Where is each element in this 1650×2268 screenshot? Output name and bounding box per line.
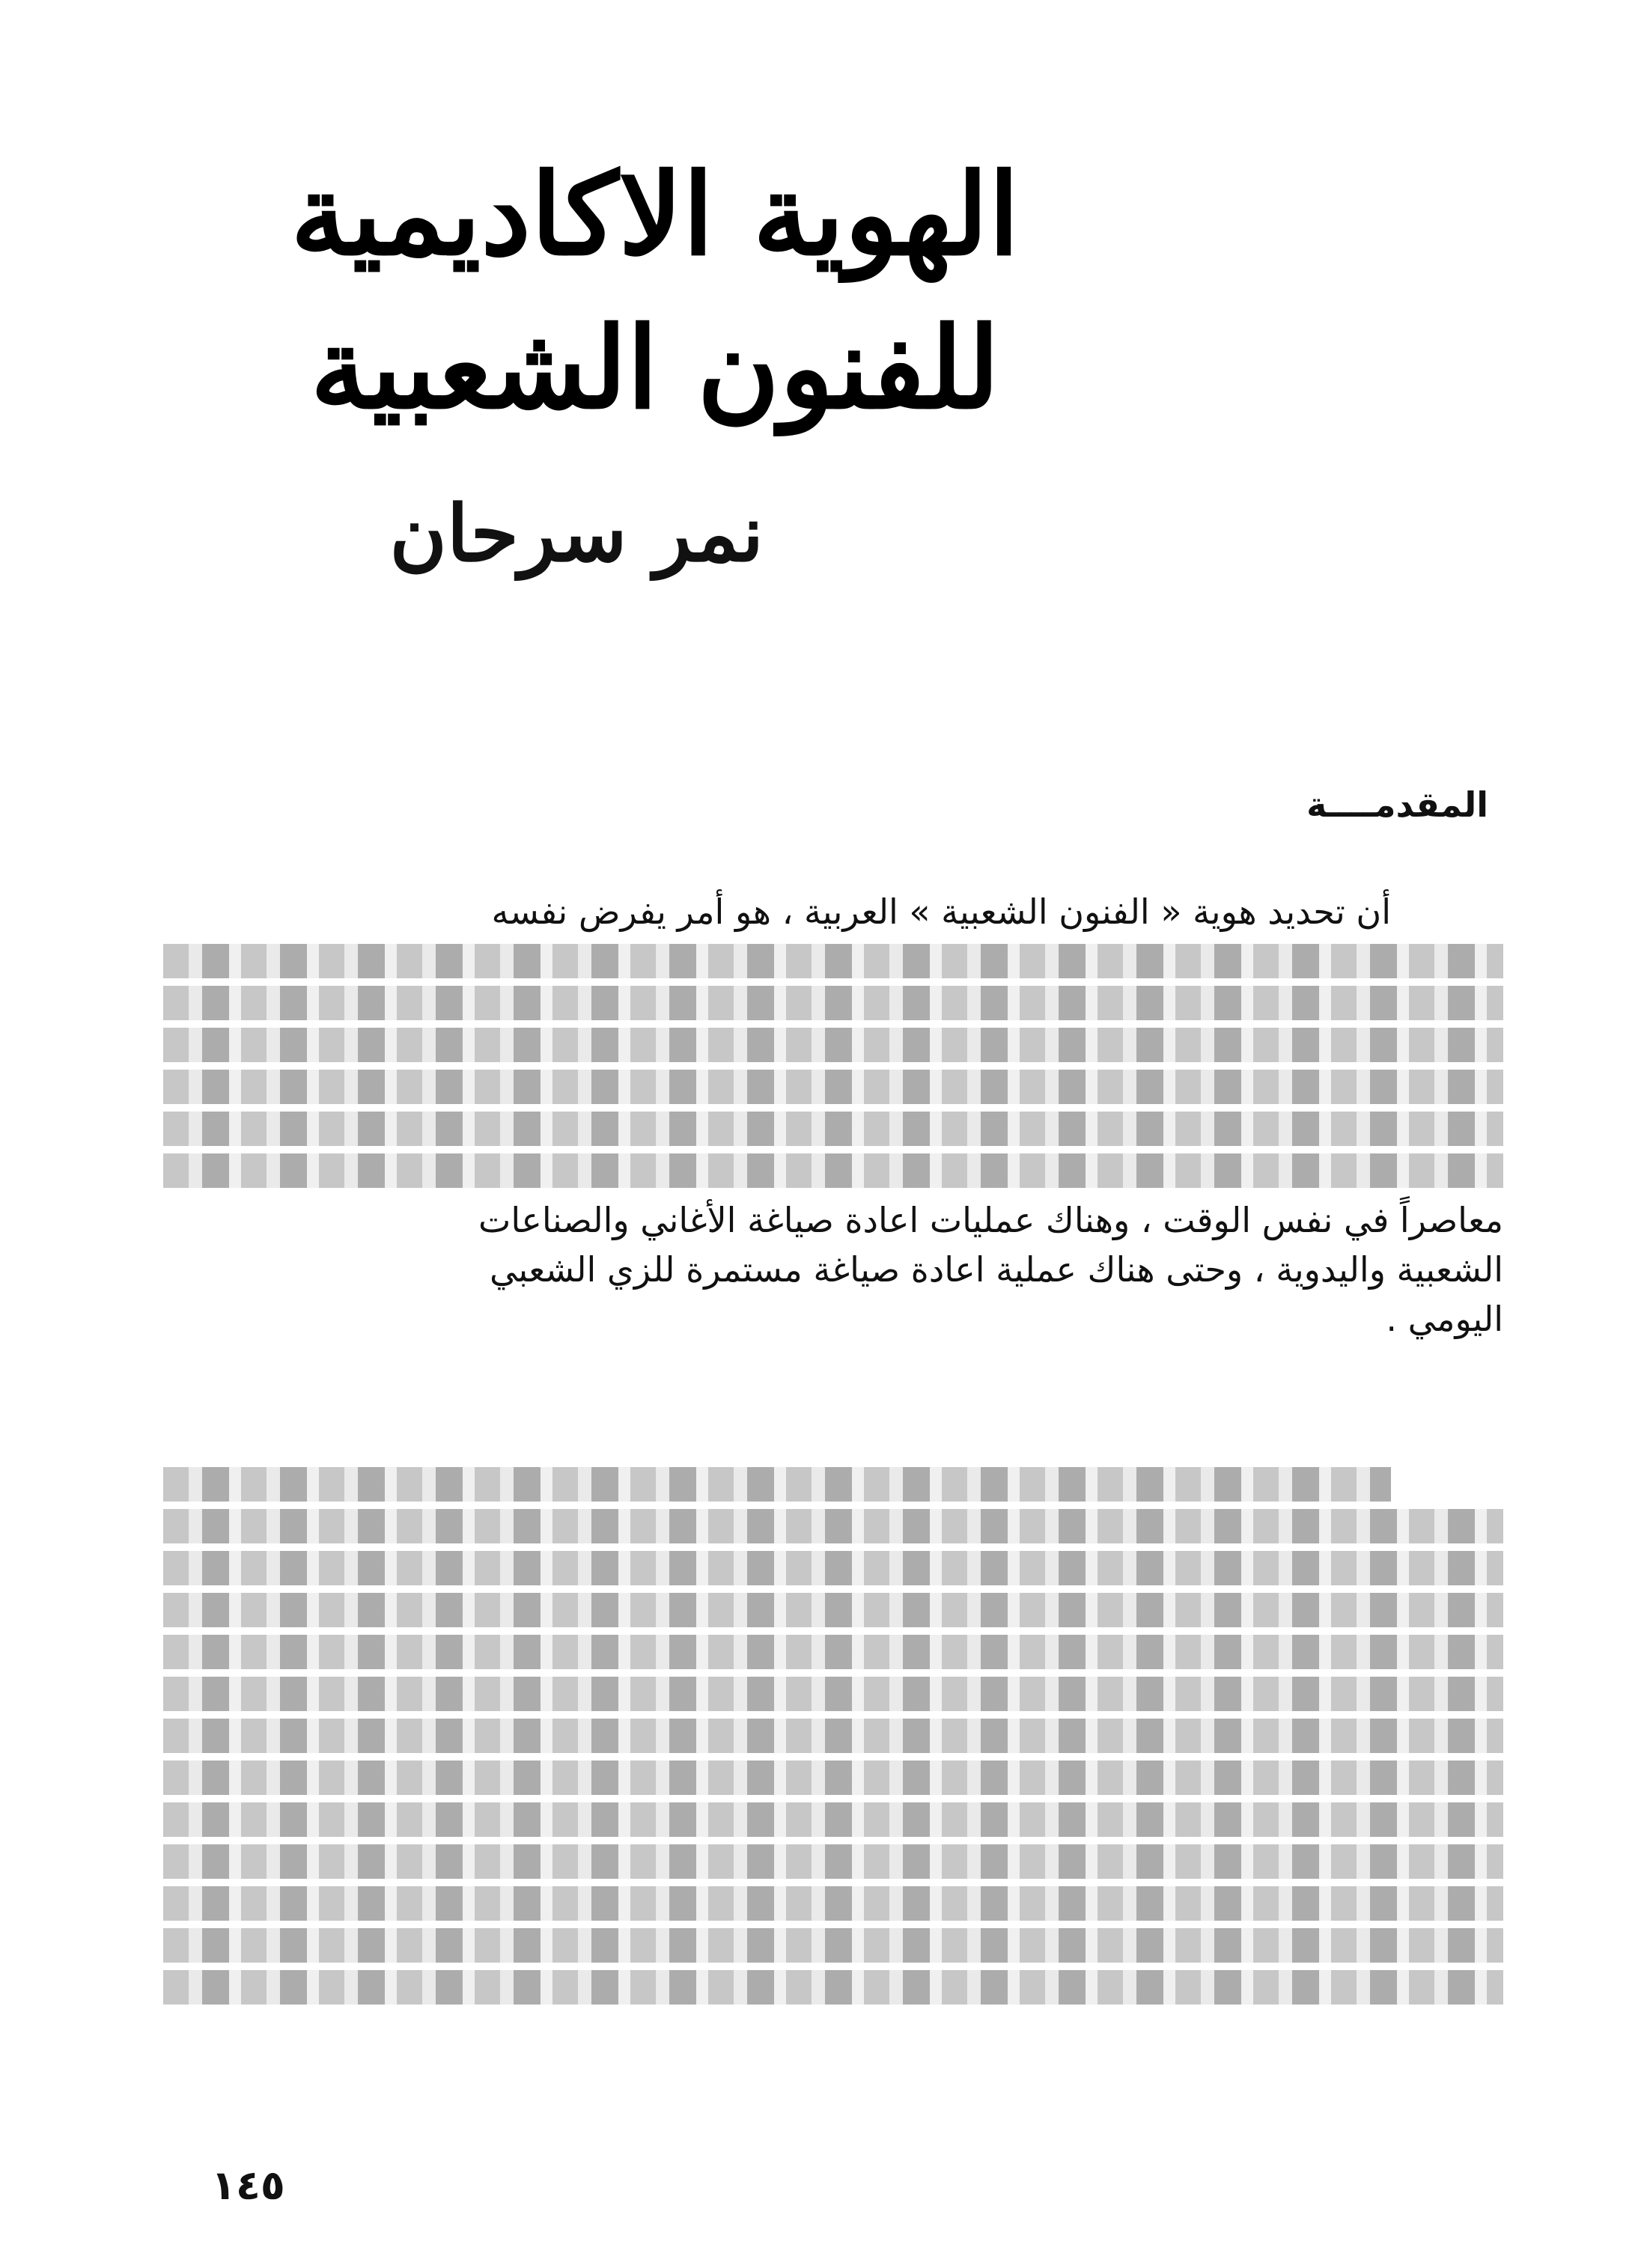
section-heading: المقدمــــة bbox=[1306, 784, 1488, 825]
paragraph-intro bbox=[163, 887, 1503, 1344]
paragraph-line: اليومي . bbox=[1386, 1299, 1503, 1339]
title-line-2: للفنون الشعبية bbox=[310, 302, 1000, 434]
redacted-text-line bbox=[163, 1467, 1391, 1502]
redacted-text-line bbox=[163, 1551, 1503, 1585]
redacted-text-line bbox=[163, 1677, 1503, 1711]
paragraph-line: أن تحديد هوية « الفنون الشعبية » العربية ، هو أمر يفرض نفسه bbox=[491, 891, 1391, 932]
redacted-text-line bbox=[163, 1593, 1503, 1627]
redacted-text-line bbox=[163, 1802, 1503, 1837]
redacted-text-line bbox=[163, 1509, 1503, 1543]
redacted-text-line bbox=[163, 1112, 1503, 1146]
title-line-1: الهوية الاكاديمية bbox=[290, 149, 1020, 281]
redacted-text-line bbox=[163, 944, 1503, 978]
redacted-text-line bbox=[163, 1719, 1503, 1753]
author-name: نمر سرحان bbox=[389, 487, 764, 579]
redacted-text-line bbox=[163, 1028, 1503, 1062]
redacted-text-line bbox=[163, 1153, 1503, 1188]
page-number: ١٤٥ bbox=[211, 2162, 285, 2209]
redacted-text-line bbox=[163, 1070, 1503, 1104]
paragraph-line: معاصراً في نفس الوقت ، وهناك عمليات اعادة صياغة الأغاني والصناعات bbox=[478, 1200, 1503, 1240]
redacted-text-line bbox=[163, 1761, 1503, 1795]
paragraph-redacted bbox=[163, 1460, 1503, 2012]
paragraph-line: الشعبية واليدوية ، وحتى هناك عملية اعادة صياغة مستمرة للزي الشعبي bbox=[490, 1249, 1503, 1290]
redacted-text-line bbox=[163, 1928, 1503, 1963]
redacted-text-line bbox=[163, 1635, 1503, 1669]
article-title bbox=[225, 138, 1086, 445]
redacted-text-line bbox=[163, 1844, 1503, 1879]
redacted-text-line bbox=[163, 1886, 1503, 1921]
redacted-text-line bbox=[163, 986, 1503, 1020]
redacted-text-line bbox=[163, 1970, 1503, 2005]
